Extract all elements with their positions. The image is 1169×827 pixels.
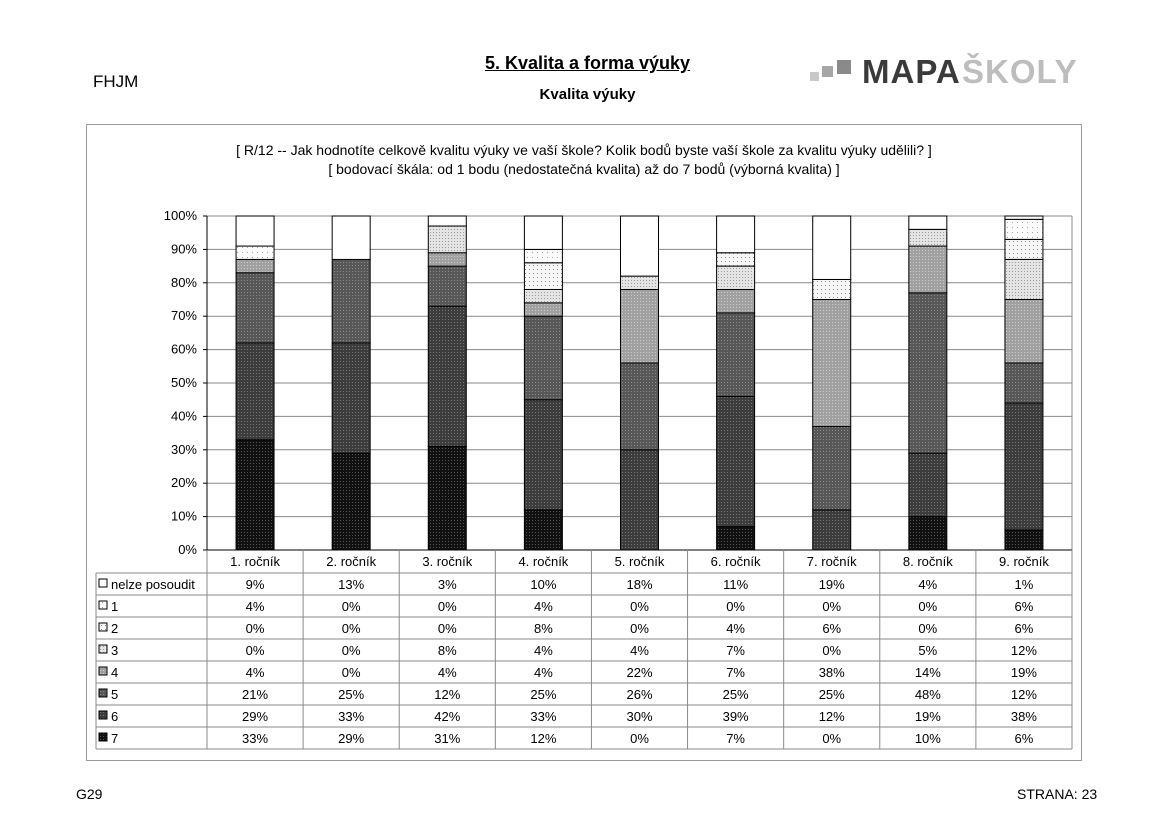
table-cell: 4% [918,577,938,592]
table-cell: 25% [530,687,557,702]
bar-stacks [236,216,1043,550]
table-cell: 12% [818,709,845,724]
bar-segment [621,363,659,450]
question-line-1: [ R/12 -- Jak hodnotíte celkově kvalitu výuky ve vaší škole? Kolik bodů byste vaší škole za kvalitu výuky udělili? ] [236,142,932,158]
logo-text-skoly: ŠKOLY [962,53,1078,90]
bar-segment [621,216,659,276]
bar-segment [236,246,274,259]
table-cell: 25% [338,687,365,702]
bar-segment [1005,259,1043,299]
table-cell: 5% [918,643,938,658]
data-table [96,550,1072,749]
legend-swatch [99,601,107,609]
table-cell: 7% [726,731,746,746]
legend-swatch [99,645,107,653]
bar-segment [813,300,851,427]
table-cell: 0% [341,599,361,614]
bar-segment [1005,403,1043,530]
bar-segment [909,293,947,453]
table-cell: 10% [914,731,941,746]
bar-segment [524,400,562,510]
bar-segment [524,249,562,262]
bar-segment [621,450,659,550]
bar-segment [428,266,466,306]
table-cell: 3% [437,577,457,592]
table-cell: 12% [434,687,461,702]
table-cell: 12% [530,731,557,746]
table-cell: 0% [822,643,842,658]
bar-segment [717,396,755,526]
bar-segment [236,343,274,440]
table-cell: 19% [914,709,941,724]
table-cell: 7% [726,643,746,658]
table-cell: 0% [630,621,649,636]
category-label: 7. ročník [806,554,857,569]
bar-segment [1005,219,1043,239]
table-cell: 42% [434,709,461,724]
bar-segment [428,306,466,446]
table-cell: 0% [437,599,457,614]
table-cell: 33% [242,731,269,746]
table-cell: 0% [726,599,746,614]
category-label: 9. ročník [999,554,1049,569]
table-cell: 31% [434,731,461,746]
bar-segment [524,289,562,302]
bar-segment [428,253,466,266]
y-tick-label: 80% [170,274,197,290]
table-cell: 4% [245,599,265,614]
table-cell: 48% [914,687,941,702]
bar-segment [621,289,659,362]
bar-segment [813,279,851,299]
table-cell: 0% [918,621,938,636]
bar-segment [428,216,466,226]
y-tick-label: 60% [170,341,197,357]
legend-swatch [99,579,107,587]
table-cell: 12% [1010,687,1037,702]
table-cell: 0% [437,621,457,636]
table-cell: 6% [822,621,842,636]
table-cell: 0% [341,621,361,636]
page-number: STRANA: 23 [1017,786,1098,802]
bar-segment [813,510,851,550]
bar-segment [717,527,755,550]
table-cell: 6% [1014,599,1034,614]
y-tick-label: 40% [170,408,197,424]
bar-segment [1005,239,1043,259]
y-tick-label: 10% [170,508,197,524]
bar-segment [236,216,274,246]
bar-segment [813,426,851,510]
bar-segment [1005,363,1043,403]
section-title-text: 5. Kvalita a forma výuky [484,53,691,73]
bar-segment [909,453,947,516]
table-cell: 22% [626,665,653,680]
bar-segment [428,446,466,550]
bar-segment [813,216,851,279]
legend-label: 2 [111,621,119,636]
table-cell: 13% [338,577,365,592]
bar-segment [236,259,274,272]
bar-segment [332,343,370,453]
y-tick-label: 100% [163,208,197,223]
table-cell: 9% [245,577,265,592]
table-cell: 0% [822,731,842,746]
bar-segment [332,453,370,550]
bar-segment [428,226,466,253]
table-cell: 4% [245,665,265,680]
legend-swatch [99,733,107,741]
table-cell: 25% [818,687,845,702]
bar-segment [1005,216,1043,219]
table-cell: 30% [626,709,653,724]
bar-segment [717,266,755,289]
table-cell: 0% [245,621,265,636]
bar-segment [909,246,947,293]
table-cell: 21% [242,687,269,702]
table-cell: 14% [914,665,941,680]
bar-segment [717,289,755,312]
table-cell: 8% [533,621,553,636]
bar-segment [524,216,562,249]
bar-segment [524,263,562,290]
table-cell: 7% [726,665,746,680]
table-cell: 19% [818,577,845,592]
table-cell: 12% [1010,643,1037,658]
bar-segment [332,216,370,259]
table-cell: 33% [338,709,365,724]
category-label: 8. ročník [902,554,953,569]
category-label: 5. ročník [614,554,665,569]
footer-code: G29 [76,786,103,802]
table-cell: 29% [242,709,269,724]
y-tick-label: 20% [170,475,197,491]
legend-label: 1 [111,599,119,614]
table-cell: 19% [1010,665,1037,680]
bar-segment [717,253,755,266]
table-cell: 4% [533,599,553,614]
bar-segment [909,216,947,229]
y-tick-label: 50% [170,375,197,390]
legend-label: 7 [111,731,119,746]
table-cell: 29% [338,731,365,746]
bar-segment [1005,300,1043,363]
table-cell: 6% [1014,731,1034,746]
bar-segment [717,313,755,397]
legend-label: 5 [111,687,119,702]
bar-segment [1005,530,1043,550]
category-label: 2. ročník [326,554,377,569]
table-cell: 38% [1010,709,1037,724]
table-cell: 11% [723,577,749,592]
category-label: 3. ročník [422,554,473,569]
legend-swatch [99,667,107,675]
bar-segment [332,259,370,343]
section-subtitle-text: Kvalita výuky [539,86,636,103]
school-code: FHJM [93,72,139,91]
bar-segment [524,303,562,316]
table-cell: 25% [722,687,749,702]
bar-segment [236,440,274,550]
table-cell: 39% [722,709,749,724]
table-cell: 33% [530,709,557,724]
table-cell: 38% [818,665,845,680]
y-tick-label: 90% [170,241,197,257]
table-cell: 0% [630,731,649,746]
legend-swatch [99,711,107,719]
table-cell: 1% [1014,577,1034,592]
table-cell: 8% [437,643,457,658]
category-label: 1. ročník [230,554,280,569]
category-label: 6. ročník [710,554,761,569]
table-cell: 18% [626,577,653,592]
table-cell: 4% [630,643,649,658]
table-cell: 6% [1014,621,1034,636]
legend-label: 4 [111,665,119,680]
bar-segment [524,510,562,550]
legend-swatch [99,689,107,697]
category-label: 4. ročník [518,554,569,569]
legend-label: 3 [111,643,119,658]
bar-segment [909,517,947,550]
table-cell: 0% [822,599,842,614]
legend-label: 6 [111,709,119,724]
table-cell: 0% [918,599,938,614]
bar-segment [621,276,659,289]
bar-segment [909,229,947,246]
table-cell: 4% [437,665,457,680]
table-cell: 0% [245,643,265,658]
table-cell: 4% [726,621,746,636]
table-cell: 0% [341,643,361,658]
bar-segment [524,316,562,400]
logo-text-mapa: MAPA [862,53,961,90]
question-line-2: [ bodovací škála: od 1 bodu (nedostatečná kvalita) až do 7 bodů (výborná kvalita) ] [328,161,840,177]
table-cell: 0% [630,599,649,614]
bar-segment [717,216,755,253]
y-tick-label: 70% [170,308,197,324]
table-cell: 4% [533,643,553,658]
y-tick-label: 30% [170,441,197,457]
table-cell: 10% [530,577,557,592]
legend-label: nelze posoudit [111,577,195,592]
table-cell: 4% [533,665,553,680]
y-tick-label: 0% [178,542,197,557]
table-cell: 0% [341,665,361,680]
bar-segment [236,273,274,343]
legend-swatch [99,623,107,631]
table-cell: 26% [626,687,653,702]
